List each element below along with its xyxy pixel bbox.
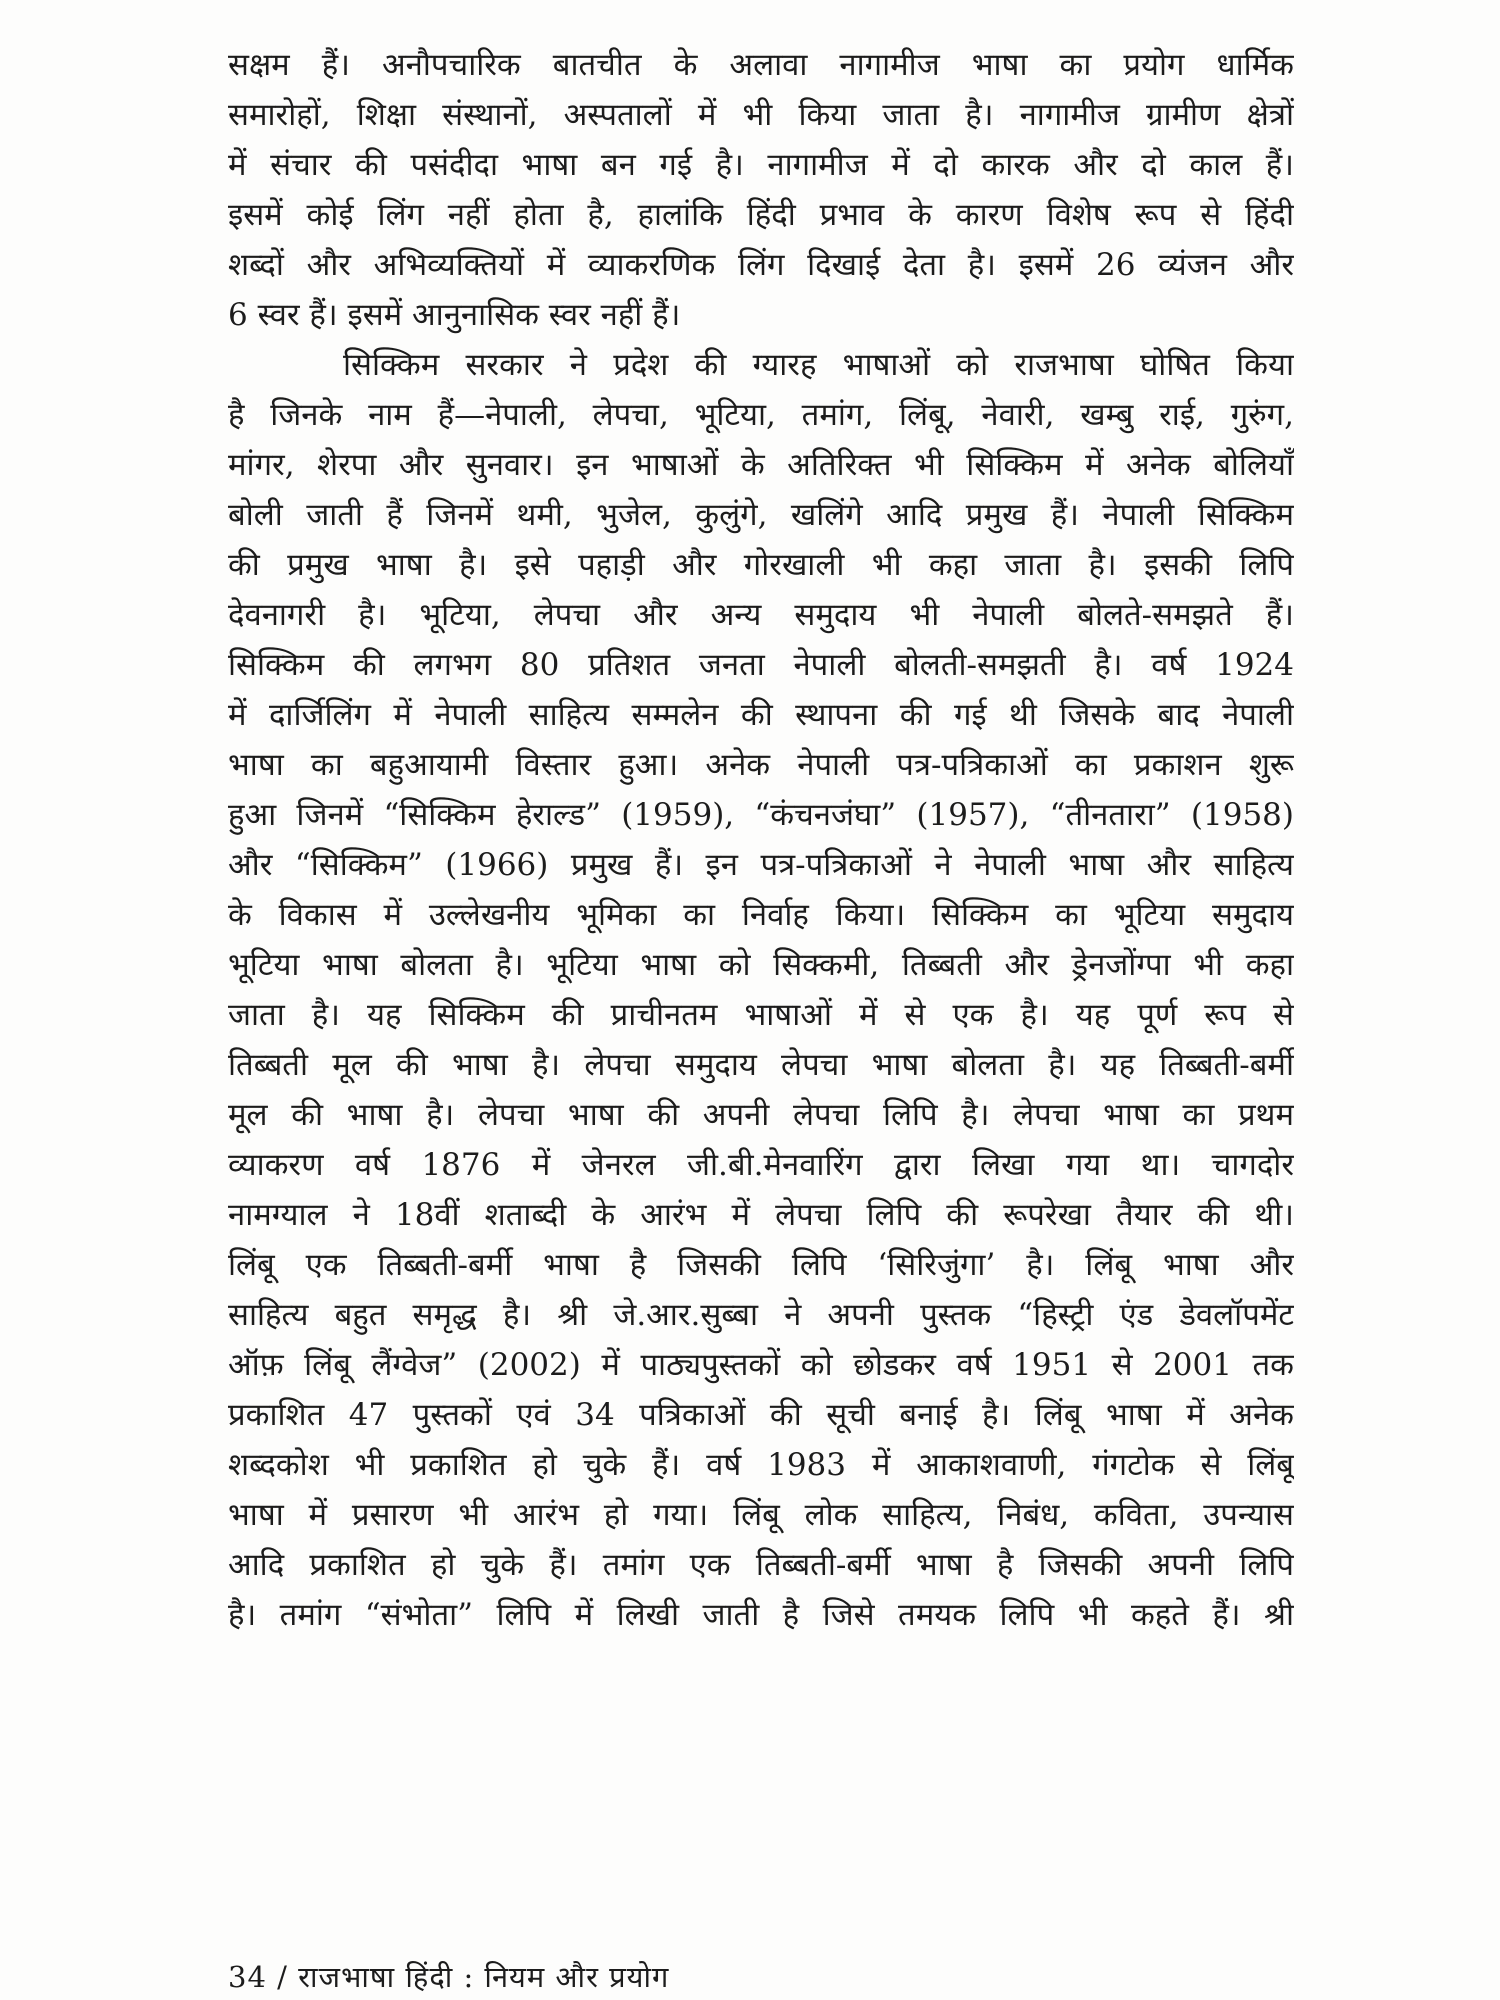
text-line [228, 1690, 1294, 1740]
paragraph [228, 40, 1294, 340]
paragraph [228, 340, 1294, 1740]
text-line: लिंबू एक तिब्बती-बर्मी भाषा है जिसकी लिपि ‘सिरिजुंगा’ है। लिंबू भाषा और [228, 1247, 1294, 1283]
text-line: जाता है। यह सिक्किम की प्राचीनतम भाषाओं में से एक है। यह पूर्ण रूप से [228, 997, 1294, 1033]
text-line: प्रकाशित 47 पुस्तकों एवं 34 पत्रिकाओं की सूची बनाई है। लिंबू भाषा में अनेक [228, 1397, 1294, 1433]
text-line: हुआ जिनमें “सिक्किम हेराल्ड” (1959), “कंचनजंघा” (1957), “तीनतारा” (1958) [228, 797, 1294, 833]
text-line: भाषा का बहुआयामी विस्तार हुआ। अनेक नेपाली पत्र-पत्रिकाओं का प्रकाशन शुरू [228, 747, 1294, 783]
book-title: राजभाषा हिंदी : नियम और प्रयोग [298, 1960, 670, 1994]
text-line: तिब्बती मूल की भाषा है। लेपचा समुदाय लेपचा भाषा बोलता है। यह तिब्बती-बर्मी [228, 1047, 1294, 1083]
footer-separator: / [277, 1960, 288, 1994]
text-line: में दार्जिलिंग में नेपाली साहित्य सम्मलेन की स्थापना की गई थी जिसके बाद नेपाली [228, 697, 1294, 733]
text-line: और “सिक्किम” (1966) प्रमुख हैं। इन पत्र-पत्रिकाओं ने नेपाली भाषा और साहित्य [228, 847, 1294, 883]
text-line: है जिनके नाम हैं—नेपाली, लेपचा, भूटिया, तमांग, लिंबू, नेवारी, खम्बु राई, गुरुंग, [228, 397, 1294, 433]
text-line: मांगर, शेरपा और सुनवार। इन भाषाओं के अतिरिक्त भी सिक्किम में अनेक बोलियाँ [228, 447, 1294, 483]
text-line: के विकास में उल्लेखनीय भूमिका का निर्वाह किया। सिक्किम का भूटिया समुदाय [228, 897, 1294, 933]
text-line: आदि प्रकाशित हो चुके हैं। तमांग एक तिब्बती-बर्मी भाषा है जिसकी अपनी लिपि [228, 1547, 1294, 1583]
text-line: है। तमांग “संभोता” लिपि में लिखी जाती है जिसे तमयक लिपि भी कहते हैं। श्री [228, 1597, 1294, 1633]
text-line: सक्षम हैं। अनौपचारिक बातचीत के अलावा नागामीज भाषा का प्रयोग धार्मिक [228, 47, 1294, 83]
text-line: बोली जाती हैं जिनमें थमी, भुजेल, कुलुंगे, खलिंगे आदि प्रमुख हैं। नेपाली सिक्किम [228, 497, 1294, 533]
text-line: साहित्य बहुत समृद्ध है। श्री जे.आर.सुब्बा ने अपनी पुस्तक “हिस्ट्री एंड डेवलॉपमेंट [228, 1297, 1294, 1333]
text-line: इसमें कोई लिंग नहीं होता है, हालांकि हिंदी प्रभाव के कारण विशेष रूप से हिंदी [228, 197, 1294, 233]
text-line: की प्रमुख भाषा है। इसे पहाड़ी और गोरखाली भी कहा जाता है। इसकी लिपि [228, 547, 1294, 583]
text-line: ऑफ़ लिंबू लैंग्वेज” (2002) में पाठ्यपुस्तकों को छोडकर वर्ष 1951 से 2001 तक [228, 1347, 1294, 1383]
text-line: भूटिया भाषा बोलता है। भूटिया भाषा को सिक्कमी, तिब्बती और ड्रेनजोंग्पा भी कहा [228, 947, 1294, 983]
body-text [228, 40, 1294, 1740]
text-line: नामग्याल ने 18वीं शताब्दी के आरंभ में लेपचा लिपि की रूपरेखा तैयार की थी। [228, 1197, 1294, 1233]
text-line: शब्दकोश भी प्रकाशित हो चुके हैं। वर्ष 1983 में आकाशवाणी, गंगटोक से लिंबू [228, 1447, 1294, 1483]
page-footer [228, 1957, 669, 1996]
text-line [228, 1640, 1294, 1690]
text-line: सिक्किम सरकार ने प्रदेश की ग्यारह भाषाओं को राजभाषा घोषित किया [343, 347, 1294, 383]
text-line: भाषा में प्रसारण भी आरंभ हो गया। लिंबू लोक साहित्य, निबंध, कविता, उपन्यास [228, 1497, 1294, 1533]
text-line: व्याकरण वर्ष 1876 में जेनरल जी.बी.मेनवारिंग द्वारा लिखा गया था। चागदोर [228, 1147, 1294, 1183]
text-line: 6 स्वर हैं। इसमें आनुनासिक स्वर नहीं हैं। [228, 297, 681, 333]
text-line: सिक्किम की लगभग 80 प्रतिशत जनता नेपाली बोलती-समझती है। वर्ष 1924 [228, 647, 1294, 683]
text-line: में संचार की पसंदीदा भाषा बन गई है। नागामीज में दो कारक और दो काल हैं। [228, 147, 1294, 183]
text-line: शब्दों और अभिव्यक्तियों में व्याकरणिक लिंग दिखाई देता है। इसमें 26 व्यंजन और [228, 247, 1294, 283]
page-number: 34 [228, 1960, 267, 1994]
text-line: समारोहों, शिक्षा संस्थानों, अस्पतालों में भी किया जाता है। नागामीज ग्रामीण क्षेत्रों [228, 97, 1294, 133]
text-line: मूल की भाषा है। लेपचा भाषा की अपनी लेपचा लिपि है। लेपचा भाषा का प्रथम [228, 1097, 1294, 1133]
text-line: देवनागरी है। भूटिया, लेपचा और अन्य समुदाय भी नेपाली बोलते-समझते हैं। [228, 597, 1294, 633]
